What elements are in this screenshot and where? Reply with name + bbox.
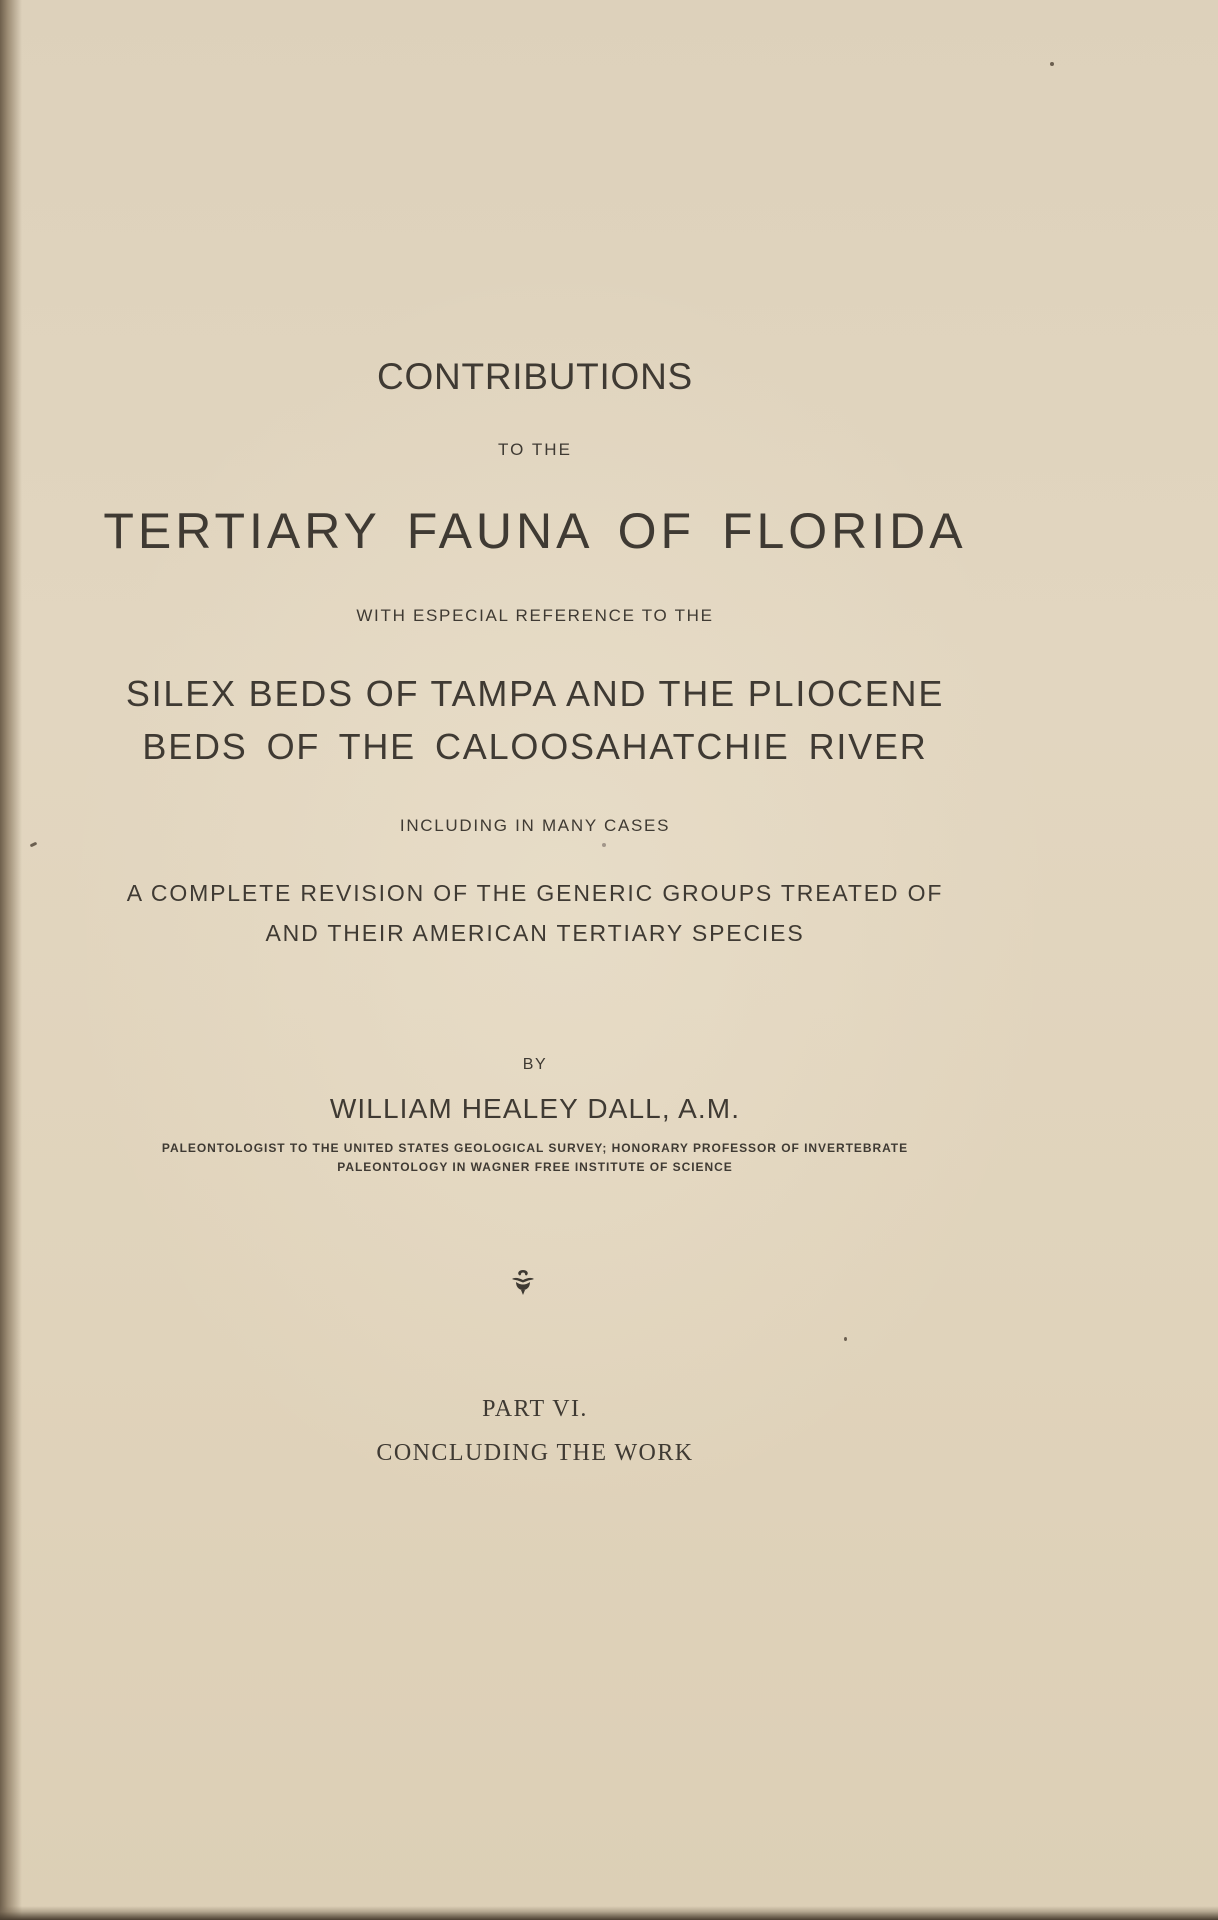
part-subtitle: CONCLUDING THE WORK: [376, 1440, 694, 1466]
to-the-label: TO THE: [498, 440, 572, 459]
subtitle-line-2: BEDS OF THE CALOOSAHATCHIE RIVER: [142, 726, 928, 767]
paper-speck: [844, 1337, 847, 1341]
author-affiliation-line-2: PALEONTOLOGY IN WAGNER FREE INSTITUTE OF SCIENCE: [337, 1160, 733, 1174]
revision-line-1: A COMPLETE REVISION OF THE GENERIC GROUPS TREATED OF: [126, 880, 944, 906]
paper-speck: [602, 843, 606, 847]
with-reference-label: WITH ESPECIAL REFERENCE TO THE: [356, 606, 714, 625]
including-label: INCLUDING IN MANY CASES: [399, 816, 671, 835]
heading-contributions: CONTRIBUTIONS: [377, 356, 693, 397]
paper-speck: [30, 842, 38, 848]
main-title: TERTIARY FAUNA OF FLORIDA: [103, 503, 967, 559]
by-label: BY: [522, 1056, 548, 1073]
author-affiliation-line-1: PALEONTOLOGIST TO THE UNITED STATES GEOLOGICAL SURVEY; HONORARY PROFESSOR OF INVERTEBRATE: [161, 1141, 909, 1155]
subtitle-line-1: SILEX BEDS OF TAMPA AND THE PLIOCENE: [125, 673, 945, 714]
printers-ornament-icon: [508, 1268, 538, 1296]
revision-line-2: AND THEIR AMERICAN TERTIARY SPECIES: [265, 920, 805, 946]
author-name: WILLIAM HEALEY DALL, A.M.: [329, 1093, 741, 1124]
part-number: PART VI.: [482, 1396, 588, 1422]
page-bottom-edge: [0, 1906, 1218, 1920]
page-spine-shadow: [0, 0, 22, 1920]
paper-speck: [1050, 62, 1054, 66]
